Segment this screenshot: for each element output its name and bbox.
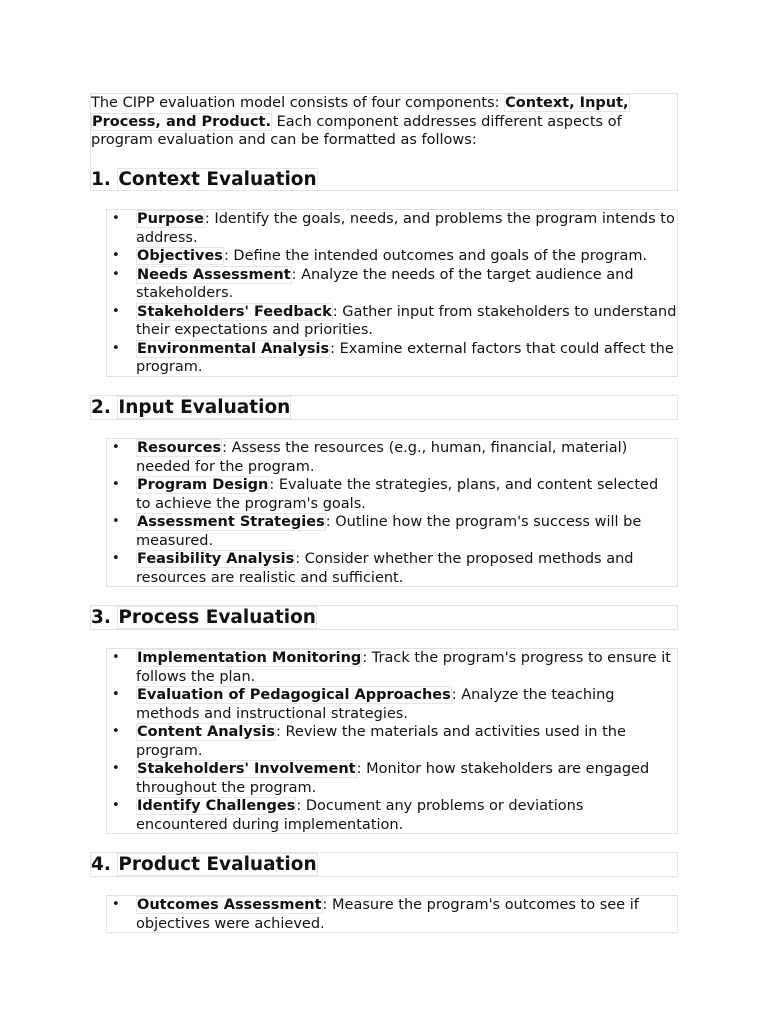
list-item	[107, 266, 677, 303]
item-desc: : Consider whether the proposed methods and resources are realistic and sufficient.	[136, 551, 634, 586]
bullet-icon: •	[112, 477, 120, 492]
section-list-product	[106, 895, 678, 933]
section-number: 2.	[91, 397, 111, 418]
document-body	[90, 93, 678, 948]
bullet-icon: •	[112, 340, 120, 356]
bullet-icon: •	[112, 303, 120, 319]
item-term: Needs Assessment	[137, 266, 291, 283]
item-desc: : Review the materials and activities used in the program.	[136, 724, 626, 759]
section-title: Context Evaluation	[118, 169, 317, 190]
item-desc: : Analyze the teaching methods and instructional strategies.	[136, 687, 615, 722]
intro-block	[90, 93, 678, 191]
section-list-process	[106, 648, 678, 834]
bullet-icon: •	[112, 724, 120, 739]
section-list-input	[106, 438, 678, 587]
item-term: Stakeholders' Feedback	[137, 303, 332, 320]
section-heading-product	[90, 852, 678, 877]
section-title: Input Evaluation	[118, 397, 291, 418]
item-desc: : Evaluate the strategies, plans, and content selected to achieve the program's goals.	[136, 477, 659, 512]
list-item	[107, 303, 677, 340]
section-heading-context	[91, 168, 318, 191]
item-desc: : Identify the goals, needs, and problems the program intends to address.	[136, 211, 675, 246]
section-list-context	[106, 209, 678, 377]
bullet-icon: •	[112, 551, 120, 566]
item-term: Purpose	[137, 211, 204, 227]
bullet-icon: •	[112, 761, 120, 776]
list-item	[107, 513, 677, 550]
item-desc: : Document any problems or deviations encountered during implementation.	[136, 798, 584, 833]
item-term: Content Analysis	[137, 724, 275, 740]
bullet-icon: •	[112, 798, 120, 813]
list-item	[107, 797, 677, 834]
list-item	[107, 686, 677, 723]
list-item	[107, 896, 677, 933]
bullet-icon: •	[112, 266, 120, 282]
list-item	[107, 550, 677, 587]
item-term: Identify Challenges	[137, 798, 296, 814]
item-desc: : Assess the resources (e.g., human, financial, material) needed for the program.	[136, 440, 628, 475]
item-desc: : Outline how the program's success will be measured.	[136, 514, 642, 549]
section-number: 3.	[91, 607, 111, 628]
item-desc: : Define the intended outcomes and goals of the program.	[223, 248, 648, 264]
list-item	[107, 439, 677, 476]
list-item	[107, 476, 677, 513]
item-desc: : Examine external factors that could affect the program.	[136, 340, 674, 375]
bullet-icon: •	[112, 514, 120, 529]
item-desc: : Analyze the needs of the target audience and stakeholders.	[136, 266, 634, 301]
item-term: Objectives	[137, 248, 223, 264]
item-desc: : Measure the program's outcomes to see if objectives were achieved.	[136, 897, 639, 932]
section-title: Process Evaluation	[118, 607, 316, 628]
list-item	[107, 340, 677, 377]
intro-text-after: Each component addresses different aspects of program evaluation and can be formatted as follows:	[91, 113, 622, 148]
list-item	[107, 247, 677, 266]
bullet-icon: •	[112, 897, 120, 912]
section-title: Product Evaluation	[118, 854, 317, 875]
intro-bold-first: Context, Input,	[505, 95, 629, 111]
section-heading-process	[90, 605, 678, 630]
item-term: Resources	[137, 440, 222, 456]
bullet-icon: •	[112, 687, 120, 702]
section-heading-input	[90, 395, 678, 420]
item-term: Evaluation of Pedagogical Approaches	[137, 687, 451, 703]
item-term: Environmental Analysis	[137, 340, 330, 357]
bullet-icon: •	[112, 650, 120, 665]
item-desc: : Track the program's progress to ensure it follows the plan.	[136, 650, 671, 685]
intro-bold-second: Process, and Product.	[92, 113, 271, 130]
section-number: 4.	[91, 854, 111, 875]
intro-text-before: The CIPP evaluation model consists of four components:	[91, 95, 505, 111]
item-desc: : Gather input from stakeholders to understand their expectations and priorities.	[136, 303, 677, 338]
list-item	[107, 723, 677, 760]
item-term: Assessment Strategies	[137, 514, 325, 530]
item-term: Implementation Monitoring	[137, 650, 362, 666]
list-item	[107, 760, 677, 797]
item-term: Stakeholders' Involvement	[137, 761, 356, 777]
section-number: 1.	[91, 169, 111, 190]
item-term: Outcomes Assessment	[137, 897, 322, 913]
bullet-icon: •	[112, 211, 120, 226]
list-item	[107, 649, 677, 686]
bullet-icon: •	[112, 248, 120, 263]
list-item	[107, 210, 677, 247]
item-desc: : Monitor how stakeholders are engaged throughout the program.	[136, 761, 650, 796]
item-term: Feasibility Analysis	[137, 551, 295, 567]
bullet-icon: •	[112, 440, 120, 455]
item-term: Program Design	[137, 477, 269, 493]
